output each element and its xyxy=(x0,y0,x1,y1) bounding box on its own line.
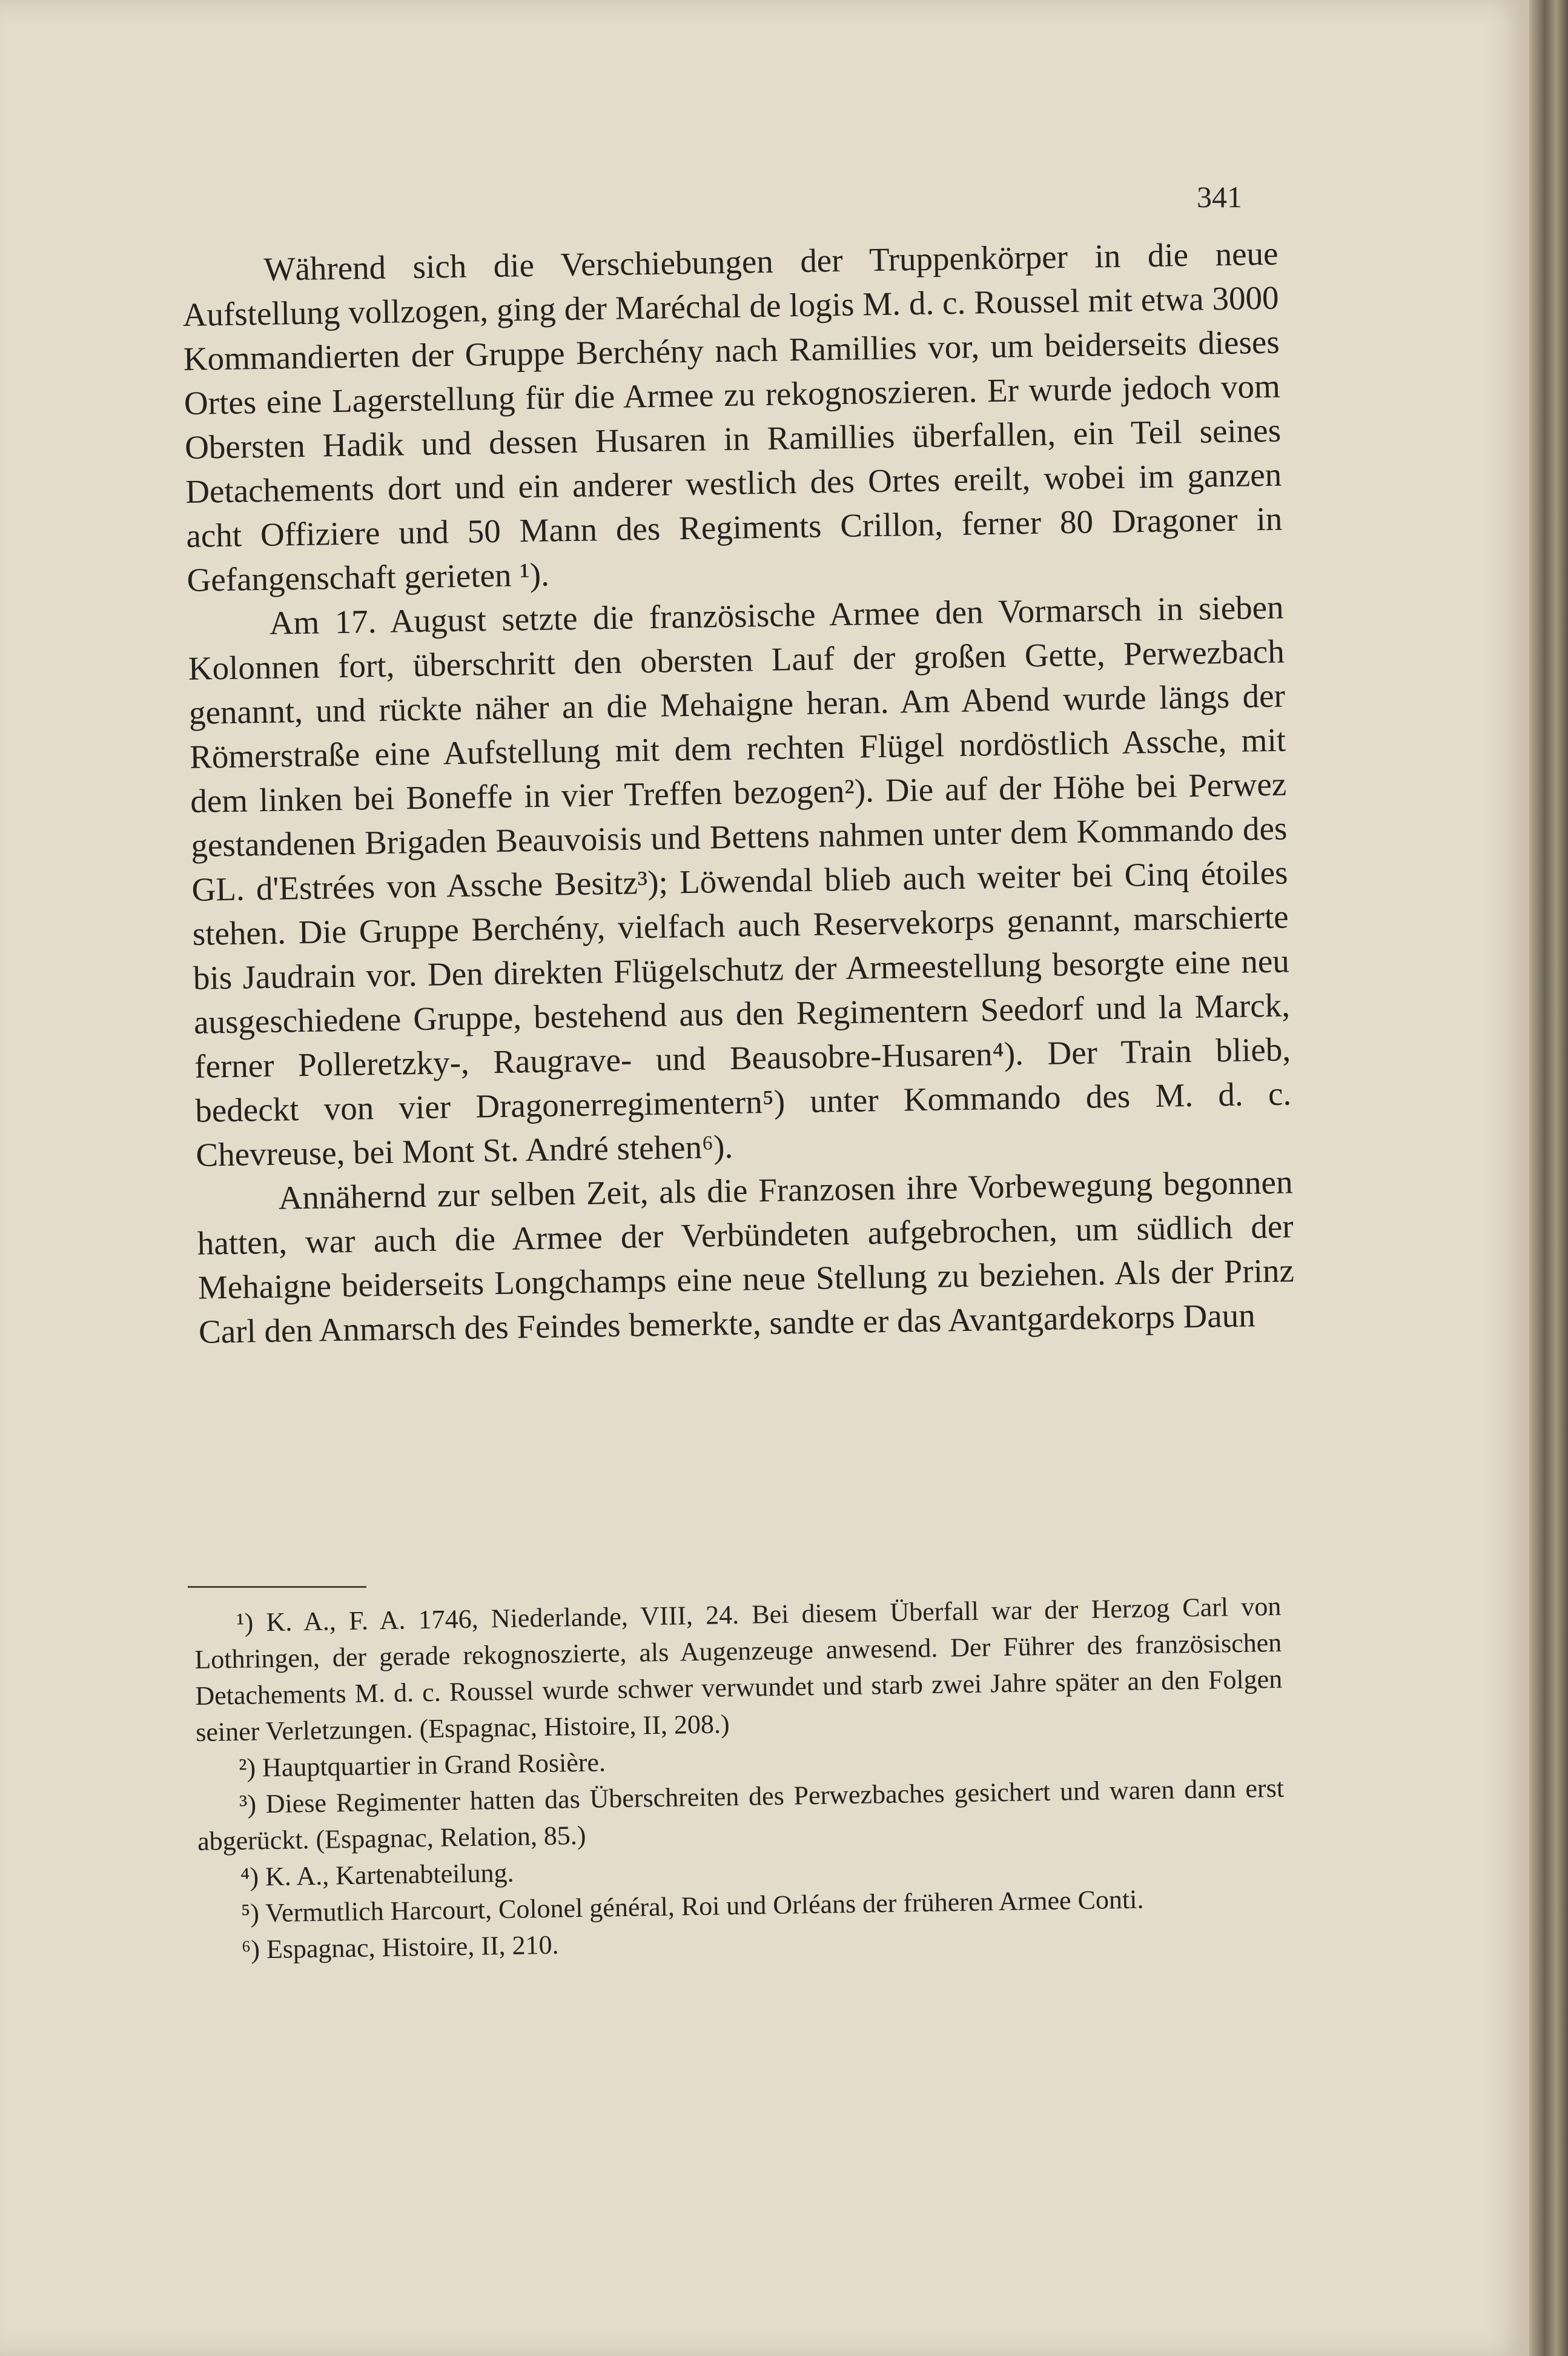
footnotes xyxy=(194,1588,1286,1969)
footnote: ⁵) Vermutlich Harcourt, Colonel général, Roi und Orléans der früheren Armee Conti. xyxy=(240,1884,1144,1928)
footnote: ¹) K. A., F. A. 1746, Niederlande, VIII, 24. Bei diesem Überfall war der Herzog Carl von Lothringen, der gerade rekognoszierte, als Augenzeuge anwesend. Der Führer des französischen Detachements M. d. c. Roussel wurde schwer verwundet und starb zwei Jahre später an den Folgen seiner Verletzungen. (Espagnac, Histoire, II, 208.) xyxy=(194,1591,1283,1747)
paragraph: Während sich die Verschiebungen der Truppenkörper in die neue Aufstellung vollzogen, ging der Maréchal de logis M. d. c. Roussel mit etwa 3000 Kommandierten der Gruppe Berchény nach Ramillies vor, um beiderseits dieses Ortes eine Lagerstellung für die Armee zu rekognoszieren. Er wurde jedoch vom Obersten Hadik und dessen Husaren in Ramillies überfallen, ein Teil seines Detachements dort und ein anderer westlich des Ortes ereilt, wobei im ganzen acht Offiziere und 50 Mann des Regiments Crillon, ferner 80 Dragoner in Gefangenschaft gerieten ¹). xyxy=(182,234,1283,599)
paragraph: Annähernd zur selben Zeit, als die Franzosen ihre Vorbewegung begonnen hatten, war auch die Armee der Verbündeten aufgebrochen, um südlich der Mehaigne beiderseits Longchamps eine neue Stellung zu beziehen. Als der Prinz Carl den Anmarsch des Feindes bemerkte, sandte er das Avantgardekorps Daun xyxy=(197,1163,1295,1350)
footnote: ³) Diese Regimenter hatten das Überschreiten des Perwezbaches gesichert und waren dann erst abgerückt. (Espagnac, Relation, 85.) xyxy=(197,1773,1285,1856)
main-text xyxy=(182,231,1295,1354)
book-page-stack-edge xyxy=(1529,0,1568,2356)
paragraph: Am 17. August setzte die französische Armee den Vormarsch in sieben Kolonnen fort, überschritt den obersten Lauf der großen Gette, Perwezbach genannt, und rückte näher an die Mehaigne heran. Am Abend wurde längs der Römerstraße eine Aufstellung mit dem rechten Flügel nordöstlich Assche, mit dem linken bei Boneffe in vier Treffen bezogen²). Die auf der Höhe bei Perwez gestandenen Brigaden Beauvoisis und Bettens nahmen unter dem Kommando des GL. d'Estrées von Assche Besitz³); Löwendal blieb auch weiter bei Cinq étoiles stehen. Die Gruppe Berchény, vielfach auch Reservekorps genannt, marschierte bis Jaudrain vor. Den direkten Flügelschutz der Armeestellung besorgte eine neu ausgeschiedene Gruppe, bestehend aus den Regimentern Seedorf und la Marck, ferner Polleretzky-, Raugrave- und Beausobre-Husaren⁴). Der Train blieb, bedeckt von vier Dragonerregimentern⁵) unter Kommando des M. d. c. Chevreuse, bei Mont St. André stehen⁶). xyxy=(188,588,1292,1173)
footnote: ⁴) K. A., Kartenabteilung. xyxy=(240,1857,514,1892)
footnote: ⁶) Espagnac, Histoire, II, 210. xyxy=(241,1930,559,1965)
page-number: 341 xyxy=(1197,180,1242,214)
footnote: ²) Hauptquartier in Grand Rosière. xyxy=(238,1747,606,1783)
footnote-divider xyxy=(188,1586,366,1588)
